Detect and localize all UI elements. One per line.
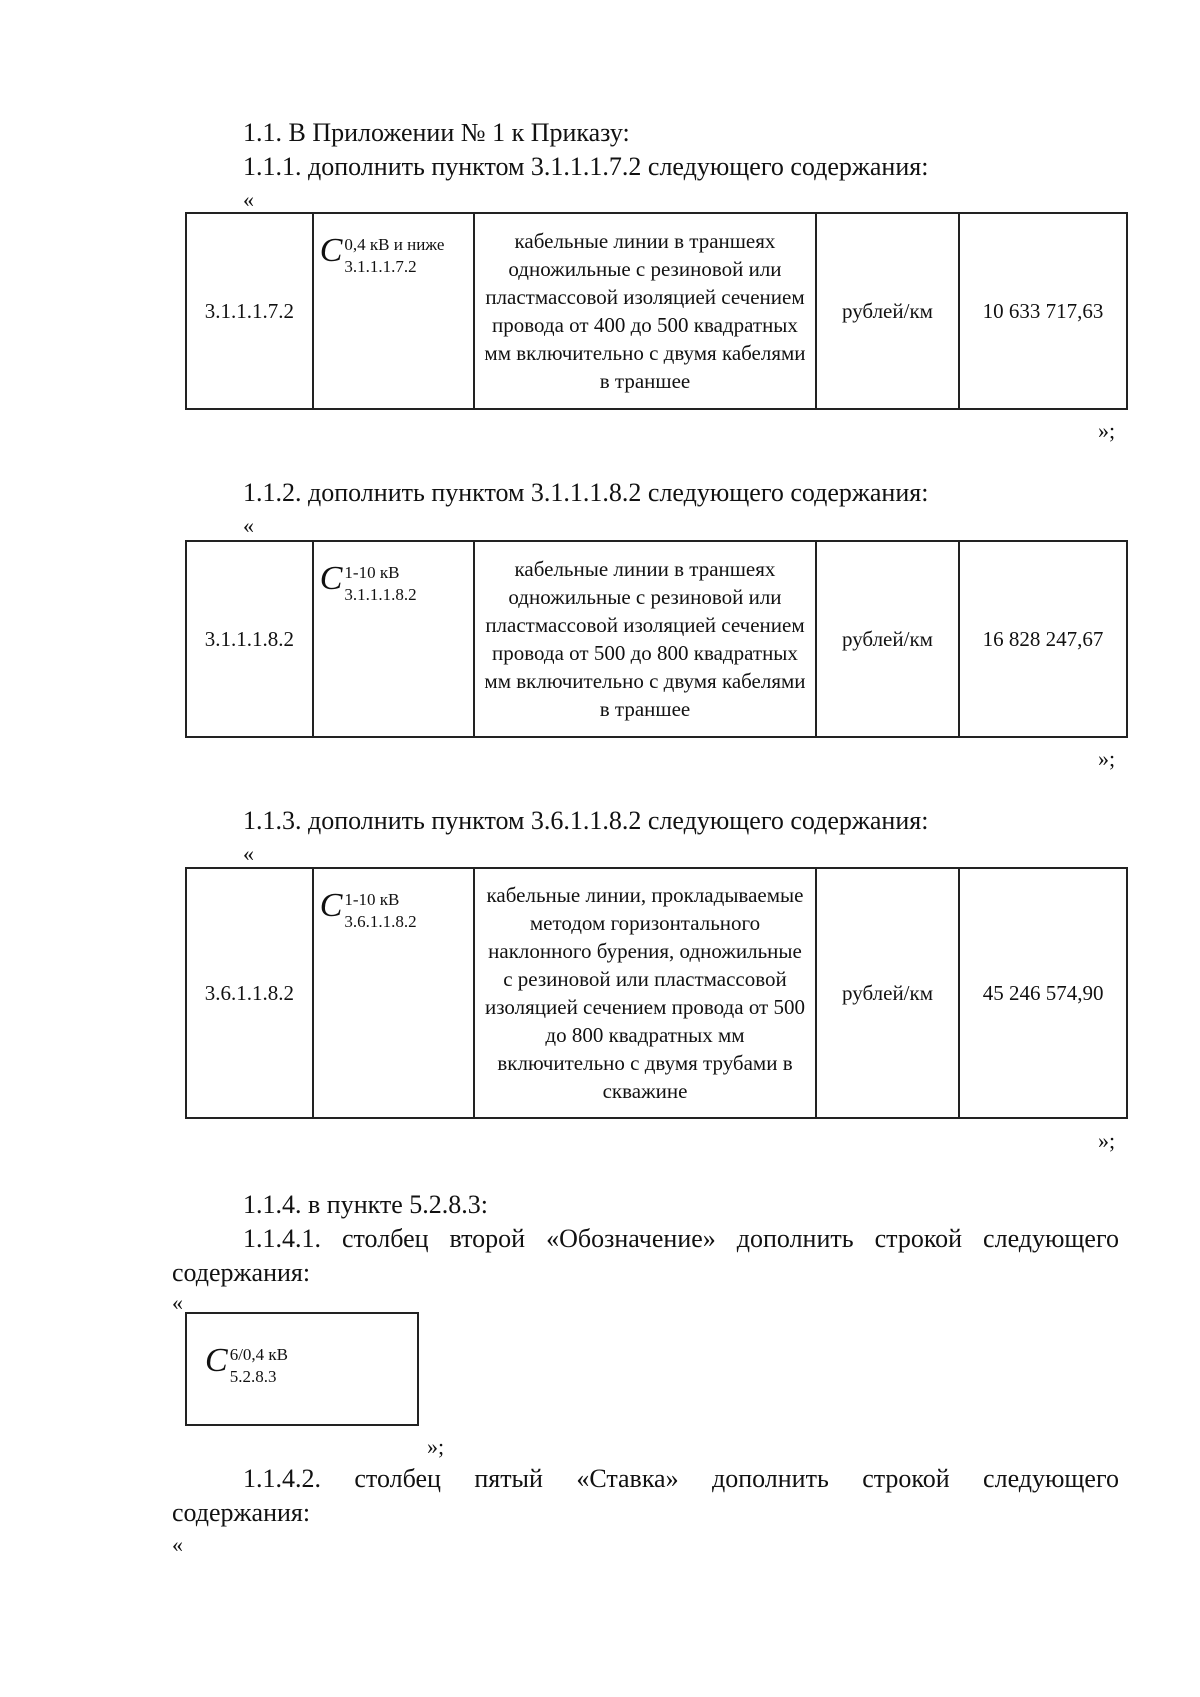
symbol-superscript: 1-10 кВ — [344, 563, 400, 582]
item-value: 10 633 717,63 — [959, 213, 1127, 409]
item-unit: рублей/км — [816, 868, 959, 1118]
symbol-cell — [313, 868, 474, 1118]
item-code: 3.6.1.1.8.2 — [186, 868, 313, 1118]
paragraph-1-1-3: 1.1.3. дополнить пунктом 3.6.1.1.8.2 следующего содержания: — [243, 806, 929, 835]
table-3-1-1-1-7-2 — [185, 212, 1128, 410]
symbol-letter: C — [205, 1342, 228, 1379]
symbol-cell — [313, 213, 474, 409]
item-unit: рублей/км — [816, 541, 959, 737]
rate-symbol — [320, 889, 467, 933]
paragraph-1-1-4-2-continued: содержания: — [172, 1498, 311, 1527]
table-3-1-1-1-8-2 — [185, 540, 1128, 738]
item-value: 45 246 574,90 — [959, 868, 1127, 1118]
close-quote: »; — [1098, 418, 1116, 443]
table-3-6-1-1-8-2 — [185, 867, 1128, 1119]
item-description: кабельные линии в траншеях одножильные с резиновой или пластмассовой изоляцией сечением провода от 500 до 800 квадратных мм включительно с двумя кабелями в траншее — [474, 541, 816, 737]
paragraph-1-1: 1.1. В Приложении № 1 к Приказу: — [243, 118, 630, 147]
symbol-superscript: 0,4 кВ и ниже — [344, 235, 445, 254]
paragraph-1-1-4: 1.1.4. в пункте 5.2.8.3: — [243, 1190, 489, 1219]
paragraph-1-1-4-2: 1.1.4.2. столбец пятый «Ставка» дополнить строкой следующего — [243, 1464, 1119, 1493]
symbol-superscript: 1-10 кВ — [344, 890, 400, 909]
rate-symbol — [320, 234, 467, 278]
table-row — [186, 213, 1127, 409]
close-quote: »; — [427, 1434, 445, 1459]
symbol-subscript: 5.2.8.3 — [229, 1367, 277, 1386]
rate-symbol — [320, 562, 467, 606]
open-quote: « — [172, 1532, 183, 1557]
paragraph-1-1-4-1: 1.1.4.1. столбец второй «Обозначение» дополнить строкой следующего — [243, 1224, 1119, 1253]
symbol-letter: C — [319, 887, 343, 924]
symbol-subscript: 3.1.1.1.8.2 — [344, 585, 417, 604]
symbol-letter: C — [319, 560, 343, 597]
open-quote: « — [243, 187, 254, 212]
table-row — [186, 868, 1127, 1118]
item-description: кабельные линии, прокладываемые методом горизонтального наклонного бурения, одножильные с резиновой или пластмассовой изоляцией сечением провода от 500 до 800 квадратных мм включительно с двумя трубами в скважине — [474, 868, 816, 1118]
item-value: 16 828 247,67 — [959, 541, 1127, 737]
close-quote: »; — [1098, 1128, 1116, 1153]
symbol-subscript: 3.1.1.1.7.2 — [344, 257, 417, 276]
symbol-superscript: 6/0,4 кВ — [229, 1345, 289, 1364]
table-row — [186, 541, 1127, 737]
rate-symbol — [205, 1344, 288, 1388]
item-code: 3.1.1.1.8.2 — [186, 541, 313, 737]
close-quote: »; — [1098, 746, 1116, 771]
open-quote: « — [243, 513, 254, 538]
symbol-letter: C — [319, 232, 343, 269]
paragraph-1-1-2: 1.1.2. дополнить пунктом 3.1.1.1.8.2 следующего содержания: — [243, 478, 929, 507]
open-quote: « — [243, 841, 254, 866]
item-code: 3.1.1.1.7.2 — [186, 213, 313, 409]
symbol-cell — [313, 541, 474, 737]
symbol-box — [185, 1312, 419, 1426]
symbol-subscript: 3.6.1.1.8.2 — [344, 912, 417, 931]
paragraph-1-1-1: 1.1.1. дополнить пунктом 3.1.1.1.7.2 следующего содержания: — [243, 152, 929, 181]
open-quote: « — [172, 1290, 183, 1315]
item-description: кабельные линии в траншеях одножильные с резиновой или пластмассовой изоляцией сечением провода от 400 до 500 квадратных мм включительно с двумя кабелями в траншее — [474, 213, 816, 409]
paragraph-1-1-4-1-continued: содержания: — [172, 1258, 311, 1287]
item-unit: рублей/км — [816, 213, 959, 409]
